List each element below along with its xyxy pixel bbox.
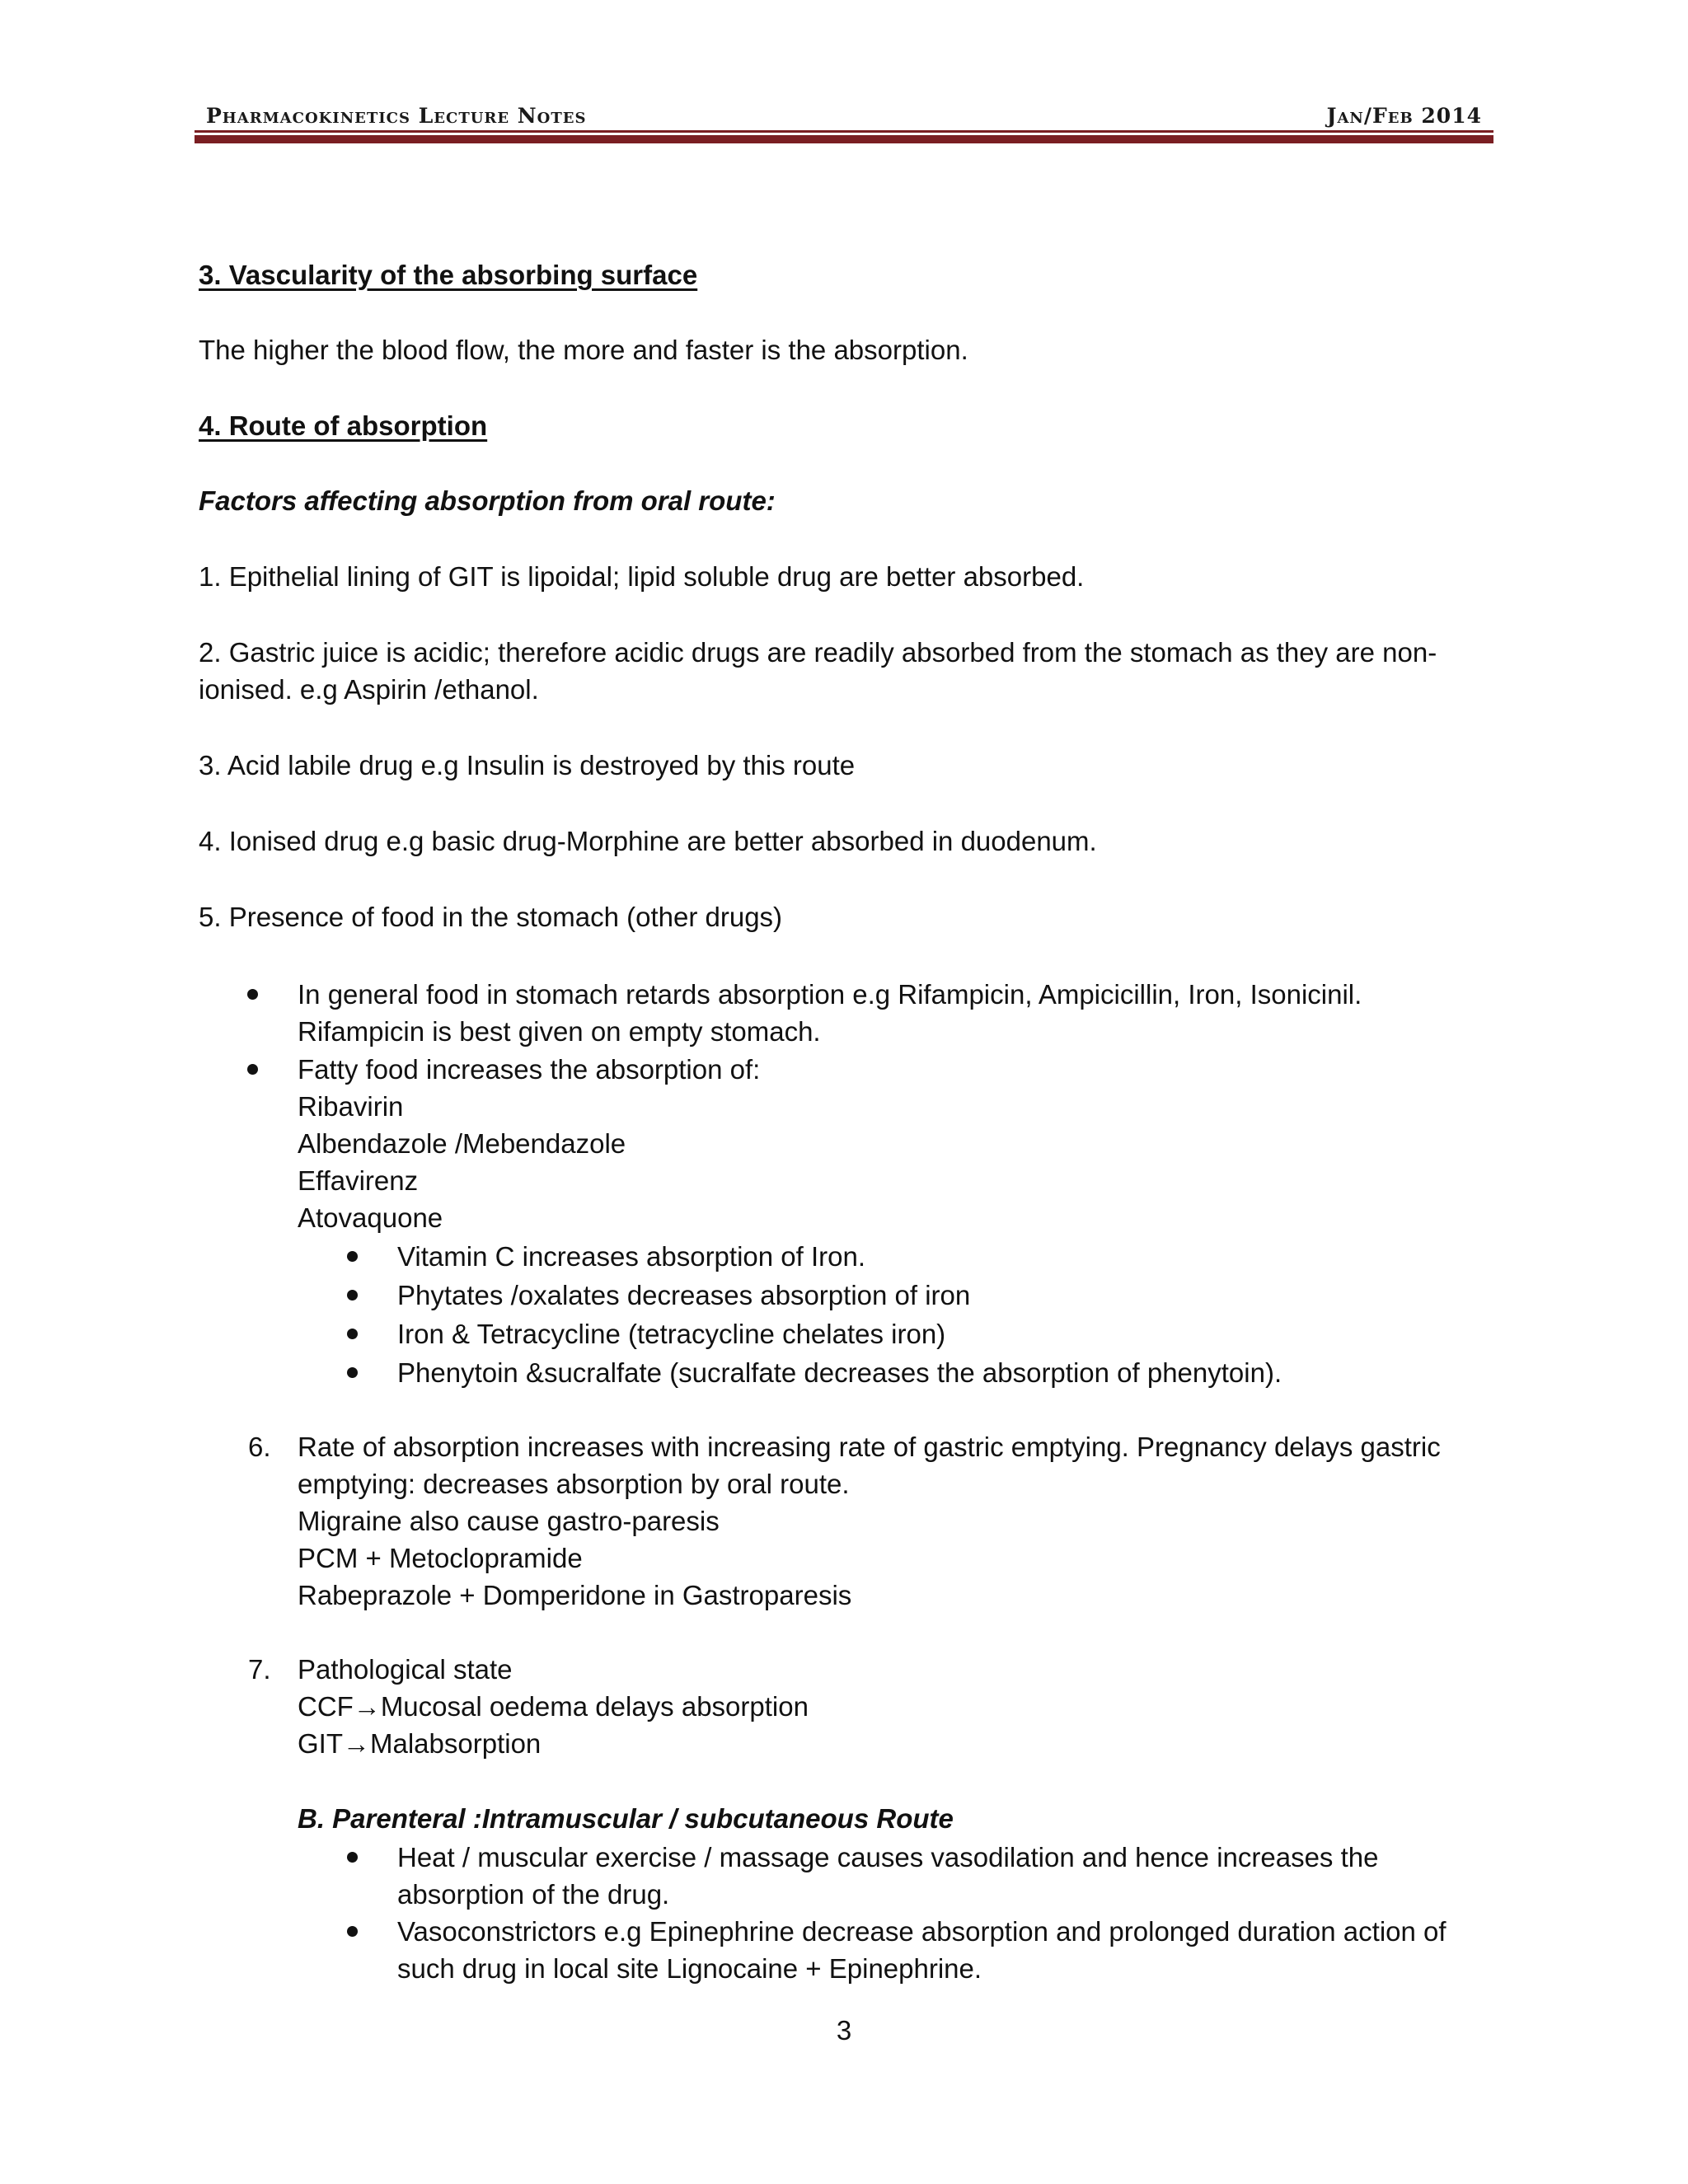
- section-3-text: The higher the blood flow, the more and faster is the absorption.: [199, 335, 968, 365]
- bullet-icon: [347, 1290, 358, 1301]
- oral-factors-subheading: Factors affecting absorption from oral route:: [199, 485, 776, 516]
- bullet-icon: [247, 989, 258, 1000]
- bullet-icon: [347, 1329, 358, 1339]
- page-number: 3: [836, 2015, 852, 2046]
- fatty-drug-item: Albendazole /Mebendazole: [298, 1128, 626, 1159]
- item-6-line: PCM + Metoclopramide: [298, 1543, 583, 1573]
- parenteral-bullet-2-line-1: Vasoconstrictors e.g Epinephrine decrease absorption and prolonged duration action of: [397, 1916, 1447, 1947]
- food-bullet-1-line-2: Rifampicin is best given on empty stomach.: [298, 1016, 821, 1047]
- section-4-heading: 4. Route of absorption: [199, 410, 488, 441]
- running-header-title: Pharmacokinetics Lecture Notes: [206, 104, 587, 128]
- factor-2-line-2: ionised. e.g Aspirin /ethanol.: [199, 674, 539, 705]
- header-rule-thin: [195, 130, 1493, 133]
- running-header-date: Jan/Feb 2014: [1326, 104, 1482, 128]
- parenteral-bullet-1-line-1: Heat / muscular exercise / massage causes vasodilation and hence increases the: [397, 1842, 1379, 1872]
- bullet-icon: [247, 1064, 258, 1075]
- item-6-line: Rabeprazole + Domperidone in Gastroparesis: [298, 1580, 852, 1610]
- sub-bullet-item: Vitamin C increases absorption of Iron.: [397, 1241, 866, 1272]
- fatty-drug-item: Atovaquone: [298, 1202, 443, 1233]
- section-3-heading: 3. Vascularity of the absorbing surface: [199, 260, 698, 290]
- item-7-number: 7.: [248, 1654, 271, 1685]
- sub-bullet-item: Phenytoin &sucralfate (sucralfate decreases the absorption of phenytoin).: [397, 1357, 1282, 1388]
- header-rule-thick: [195, 135, 1493, 143]
- food-bullet-2-line-1: Fatty food increases the absorption of:: [298, 1054, 761, 1085]
- item-7-line: GIT→Malabsorption: [298, 1728, 542, 1759]
- item-6-line: Migraine also cause gastro-paresis: [298, 1506, 720, 1536]
- item-6-number: 6.: [248, 1432, 271, 1462]
- bullet-icon: [347, 1367, 358, 1378]
- item-6-line: emptying: decreases absorption by oral route.: [298, 1469, 850, 1499]
- item-7-line: CCF→Mucosal oedema delays absorption: [298, 1691, 809, 1722]
- item-6-line: Rate of absorption increases with increasing rate of gastric emptying. Pregnancy delays gastric: [298, 1432, 1441, 1462]
- factor-1: 1. Epithelial lining of GIT is lipoidal; lipid soluble drug are better absorbed.: [199, 561, 1085, 592]
- factor-2-line-1: 2. Gastric juice is acidic; therefore acidic drugs are readily absorbed from the stomach as they are non-: [199, 637, 1437, 668]
- fatty-drug-item: Ribavirin: [298, 1091, 404, 1122]
- factor-4: 4. Ionised drug e.g basic drug-Morphine are better absorbed in duodenum.: [199, 826, 1097, 856]
- food-bullet-1-line-1: In general food in stomach retards absorption e.g Rifampicin, Ampicicillin, Iron, Isonicinil.: [298, 979, 1362, 1010]
- bullet-icon: [347, 1852, 358, 1863]
- bullet-icon: [347, 1926, 358, 1937]
- sub-bullet-item: Iron & Tetracycline (tetracycline chelates iron): [397, 1319, 946, 1349]
- bullet-icon: [347, 1251, 358, 1262]
- sub-bullet-item: Phytates /oxalates decreases absorption of iron: [397, 1280, 971, 1310]
- parenteral-bullet-1-line-2: absorption of the drug.: [397, 1879, 670, 1910]
- factor-5: 5. Presence of food in the stomach (other drugs): [199, 902, 783, 932]
- fatty-drug-item: Effavirenz: [298, 1165, 419, 1196]
- item-7-line: Pathological state: [298, 1654, 513, 1685]
- parenteral-bullet-2-line-2: such drug in local site Lignocaine + Epinephrine.: [397, 1953, 982, 1984]
- factor-3: 3. Acid labile drug e.g Insulin is destroyed by this route: [199, 750, 856, 780]
- parenteral-heading: B. Parenteral :Intramuscular / subcutaneous Route: [298, 1803, 954, 1834]
